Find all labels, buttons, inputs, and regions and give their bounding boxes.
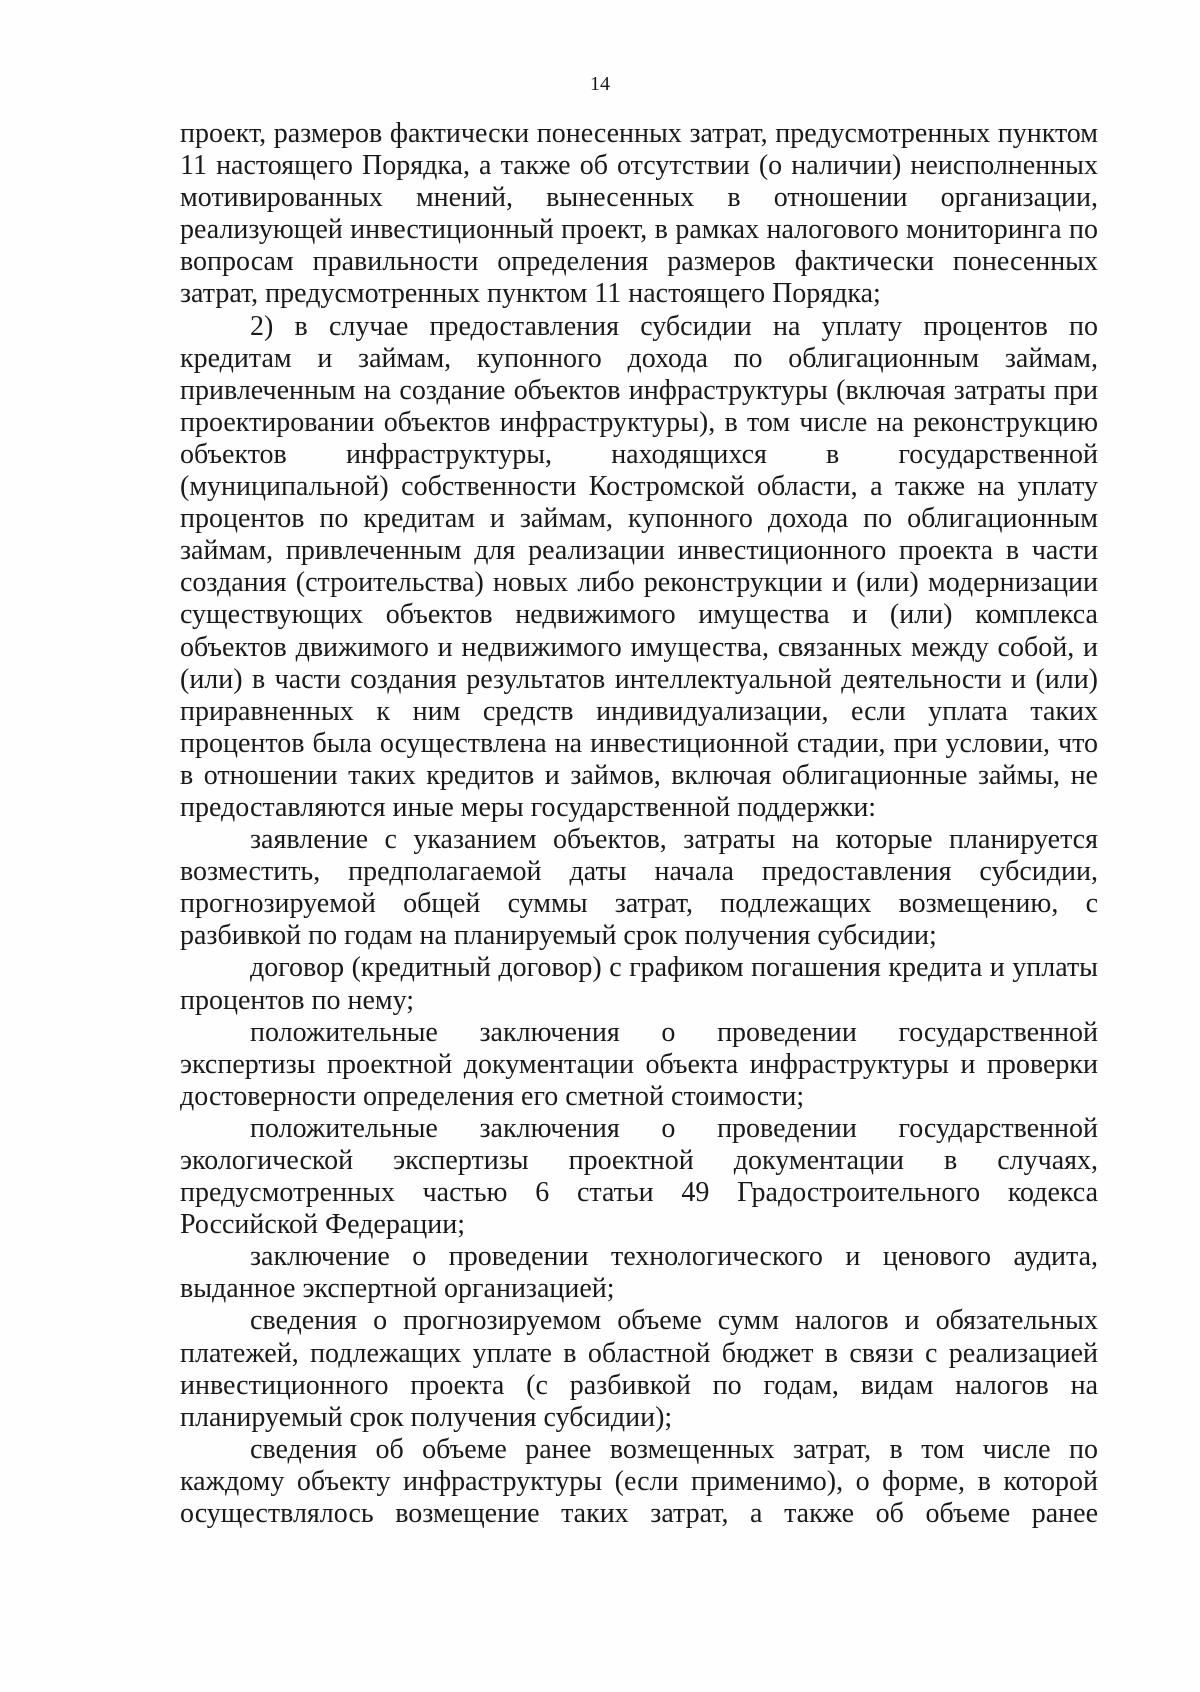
paragraph-continuation: проект, размеров фактически понесенных затрат, предусмотренных пунктом 11 настоящего Порядка, а также об отсутствии (о наличии) неисполненных мотивированных мнений, вынесенных в отношении организации, реализующей инвестиционный проект, в рамках налогового мониторинга по вопросам правильности определения размеров фактически понесенных затрат, предусмотренных пунктом 11 настоящего Порядка; [180, 118, 1098, 310]
paragraph-reimbursed-costs: сведения об объеме ранее возмещенных затрат, в том числе по каждому объекту инфраструктуры (если применимо), о форме, в которой осуществлялось возмещение таких затрат, а также об объеме ранее [180, 1433, 1098, 1530]
page-number: 14 [590, 73, 610, 95]
paragraph-audit-conclusion: заключение о проведении технологического и ценового аудита, выданное экспертной организацией; [180, 1241, 1098, 1305]
paragraph-item-2: 2) в случае предоставления субсидии на уплату процентов по кредитам и займам, купонного дохода по облигационным займам, привлеченным на создание объектов инфраструктуры (включая затраты при проектировании объектов инфраструктуры), в том числе на реконструкцию объектов инфраструктуры, находящихся в государственной (муниципальной) собственности Костромской области, а также на уплату процентов по кредитам и займам, купонного дохода по облигационным займам, привлеченным для реализации инвестиционного проекта в части создания (строительства) новых либо реконструкции и (или) модернизации существующих объектов недвижимого имущества и (или) комплекса объектов движимого и недвижимого имущества, связанных между собой, и (или) в части создания результатов интеллектуальной деятельности и (или) приравненных к ним средств индивидуализации, если уплата таких процентов была осуществлена на инвестиционной стадии, при условии, что в отношении таких кредитов и займов, включая облигационные займы, не предоставляются иные меры государственной поддержки: [180, 310, 1098, 823]
paragraph-credit-agreement: договор (кредитный договор) с графиком погашения кредита и уплаты процентов по нему; [180, 952, 1098, 1016]
paragraph-state-expertise: положительные заключения о проведении государственной экспертизы проектной документации объекта инфраструктуры и проверки достоверности определения его сметной стоимости; [180, 1016, 1098, 1112]
paragraph-ecological-expertise: положительные заключения о проведении государственной экологической экспертизы проектной документации в случаях, предусмотренных частью 6 статьи 49 Градостроительного кодекса Российской Федерации; [180, 1112, 1098, 1241]
paragraph-application-statement: заявление с указанием объектов, затраты на которые планируется возместить, предполагаемой даты начала предоставления субсидии, прогнозируемой общей суммы затрат, подлежащих возмещению, с разбивкой по годам на планируемый срок получения субсидии; [180, 824, 1098, 952]
document-body [180, 118, 1098, 1530]
paragraph-tax-forecast: сведения о прогнозируемом объеме сумм налогов и обязательных платежей, подлежащих уплате в областной бюджет в связи с реализацией инвестиционного проекта (с разбивкой по годам, видам налогов на планируемый срок получения субсидии); [180, 1305, 1098, 1433]
